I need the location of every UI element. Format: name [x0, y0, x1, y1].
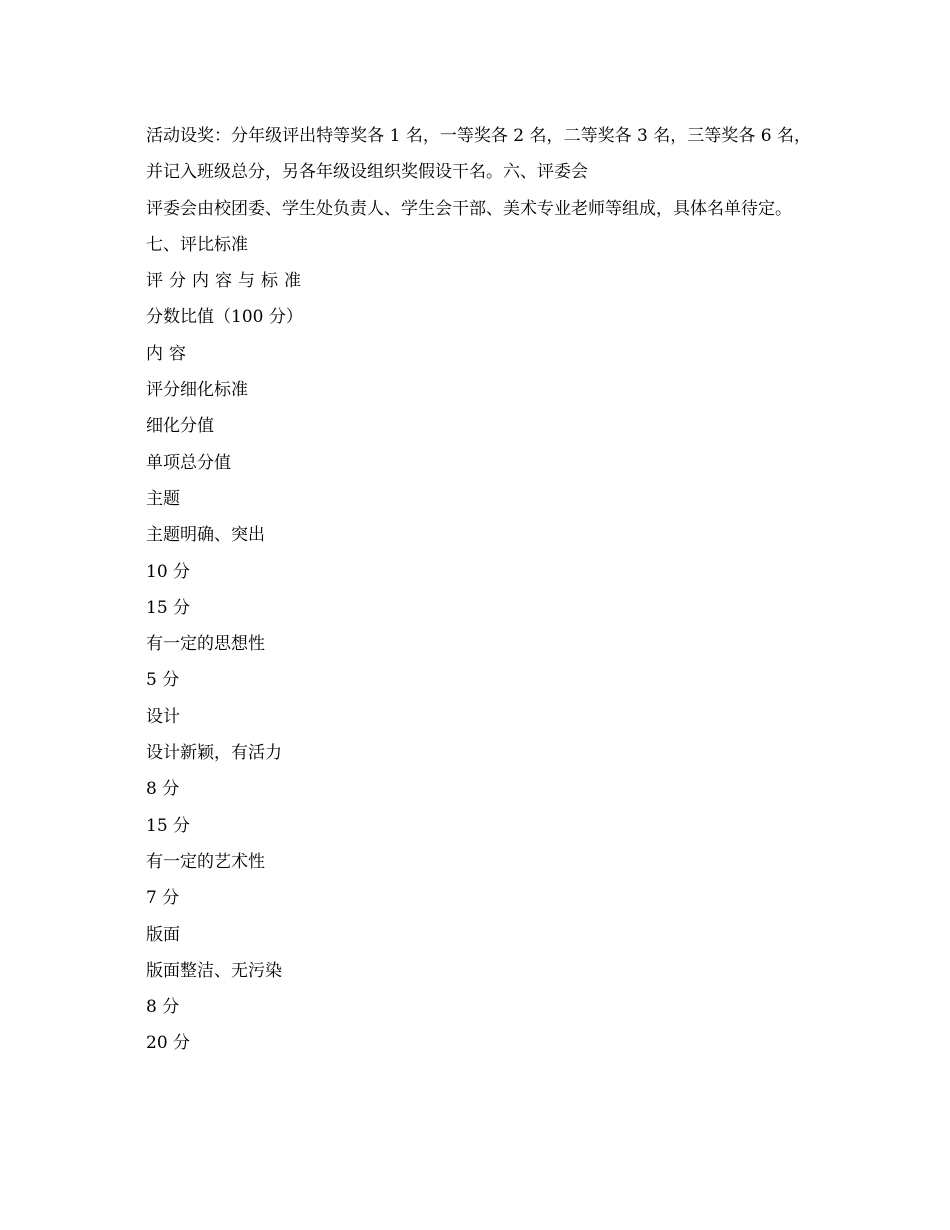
table-caption: 评分内容与标准	[146, 271, 307, 292]
table-cell-layout-criterion-1: 版面整洁、无污染	[146, 960, 282, 981]
table-cell-theme-criterion-1: 主题明确、突出	[146, 525, 265, 546]
table-cell-layout-score-1: 8 分	[146, 997, 180, 1018]
table-cell-design-score-2: 7 分	[146, 888, 180, 909]
document-body	[146, 118, 811, 1062]
table-cell-theme-score-1: 10 分	[146, 561, 191, 582]
table-header-score-ratio: 分数比值（100 分）	[146, 307, 303, 328]
table-cell-layout-total: 20 分	[146, 1033, 191, 1054]
table-cell-theme-criterion-2: 有一定的思想性	[146, 634, 265, 655]
judges-paragraph: 评委会由校团委、学生处负责人、学生会干部、美术专业老师等组成，具体名单待定。	[146, 198, 792, 219]
table-cell-design: 设计	[146, 706, 180, 727]
table-header-content: 内容	[146, 343, 192, 364]
table-cell-design-criterion-2: 有一定的艺术性	[146, 851, 265, 872]
table-cell-design-total: 15 分	[146, 815, 191, 836]
table-cell-design-score-1: 8 分	[146, 779, 180, 800]
section-heading-criteria: 七、评比标准	[146, 234, 248, 255]
table-cell-theme: 主题	[146, 488, 180, 509]
table-header-item-total: 单项总分值	[146, 452, 231, 473]
table-cell-theme-total: 15 分	[146, 597, 191, 618]
table-header-detailed-score: 细化分值	[146, 416, 214, 437]
table-header-detailed-criteria: 评分细化标准	[146, 380, 248, 401]
table-cell-design-criterion-1: 设计新颖，有活力	[146, 743, 282, 764]
awards-paragraph: 活动设奖：分年级评出特等奖各 1 名，一等奖各 2 名，二等奖各 3 名，三等奖各 6 名，并记入班级总分，另各年级设组织奖假设干名。六、评委会	[146, 126, 811, 183]
table-cell-layout: 版面	[146, 924, 180, 945]
table-cell-theme-score-2: 5 分	[146, 670, 180, 691]
